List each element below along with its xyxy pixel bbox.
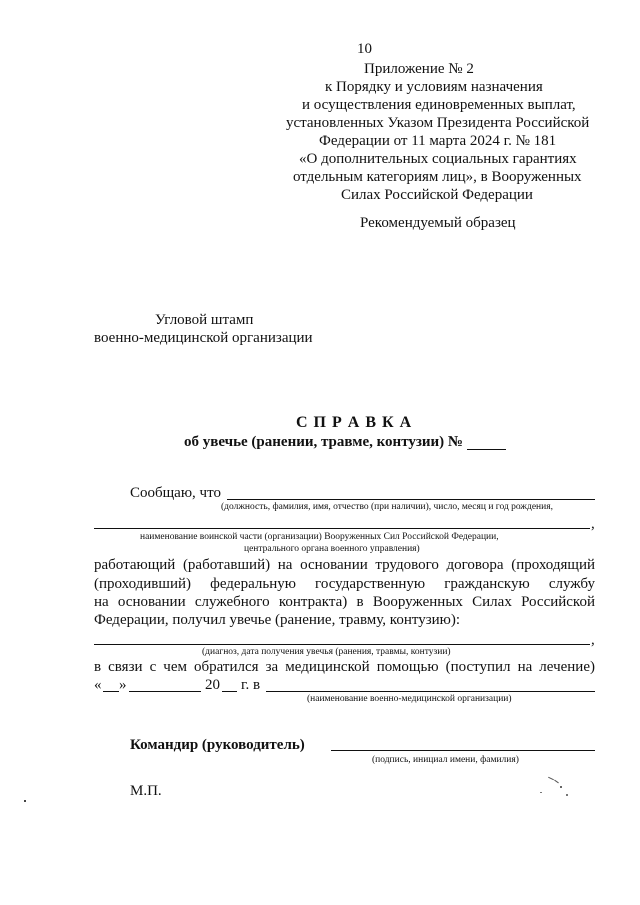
treatment-line: в связи с чем обратился за медицинской помощью (поступил на лечение) [94,659,595,675]
hint-person: (должность, фамилия, имя, отчество (при наличии), число, месяц и год рождения, [221,502,553,512]
document-subtitle: об увечье (ранении, травме, контузии) № [184,434,464,450]
year-suffix: г. в [241,677,261,693]
scan-speck [554,780,559,784]
appendix-line: установленных Указом Президента Российской [286,115,590,131]
employment-line-1: работающий (работавший) на основании трудового договора (проходящий [94,557,595,573]
certificate-number-line [467,449,506,450]
year-prefix: 20 [205,677,220,693]
employment-line-3: на основании служебного контракта) в Вооруженных Силах Российской [94,594,595,610]
sample-note: Рекомендуемый образец [360,215,516,231]
organization-field-line [266,691,595,692]
hint-unit-1: наименование воинской части (организации) Вооруженных Сил Российской Федерации, [140,532,499,542]
stamp-line-2: военно-медицинской организации [94,330,313,346]
appendix-line: Приложение № 2 [364,61,474,77]
person-field-line [227,499,595,500]
comma-1: , [591,516,595,532]
date-close-quote: » [119,677,127,693]
appendix-line: отдельным категориям лиц», в Вооруженных [293,169,582,185]
appendix-line: Силах Российской Федерации [341,187,533,203]
stamp-line-1: Угловой штамп [155,312,254,328]
scan-speck [24,800,26,802]
unit-field-line [94,528,590,529]
appendix-line: «О дополнительных социальных гарантиях [299,151,577,167]
hint-unit-2: центрального органа военного управления) [244,544,420,554]
month-field-line [129,691,201,692]
appendix-line: Федерации от 11 марта 2024 г. № 181 [319,133,557,149]
appendix-header [280,60,590,204]
page-number: 10 [357,41,372,57]
comma-2: , [591,632,595,648]
seal-label: М.П. [130,783,162,799]
appendix-line: и осуществления единовременных выплат, [302,97,576,113]
scan-speck [566,794,568,796]
report-label: Сообщаю, что [130,485,221,501]
scan-speck [540,792,542,793]
diagnosis-field-line [94,644,590,645]
year-field-line [222,691,237,692]
date-open-quote: « [94,677,102,693]
signature-field-line [331,750,595,751]
hint-signature: (подпись, инициал имени, фамилия) [372,755,519,765]
commander-label: Командир (руководитель) [130,737,305,753]
employment-line-4: Федерации, получил увечье (ранение, травму, контузию): [94,612,461,628]
employment-line-2: (проходивший) федеральную государственную гражданскую службу [94,576,595,592]
scan-speck [560,786,562,788]
hint-organization: (наименование военно-медицинской организации) [307,694,512,704]
day-field-line [103,691,119,692]
hint-diagnosis: (диагноз, дата получения увечья (ранения, травмы, контузии) [202,647,451,657]
document-title: С П Р А В К А [296,414,413,431]
appendix-line: к Порядку и условиям назначения [325,79,543,95]
